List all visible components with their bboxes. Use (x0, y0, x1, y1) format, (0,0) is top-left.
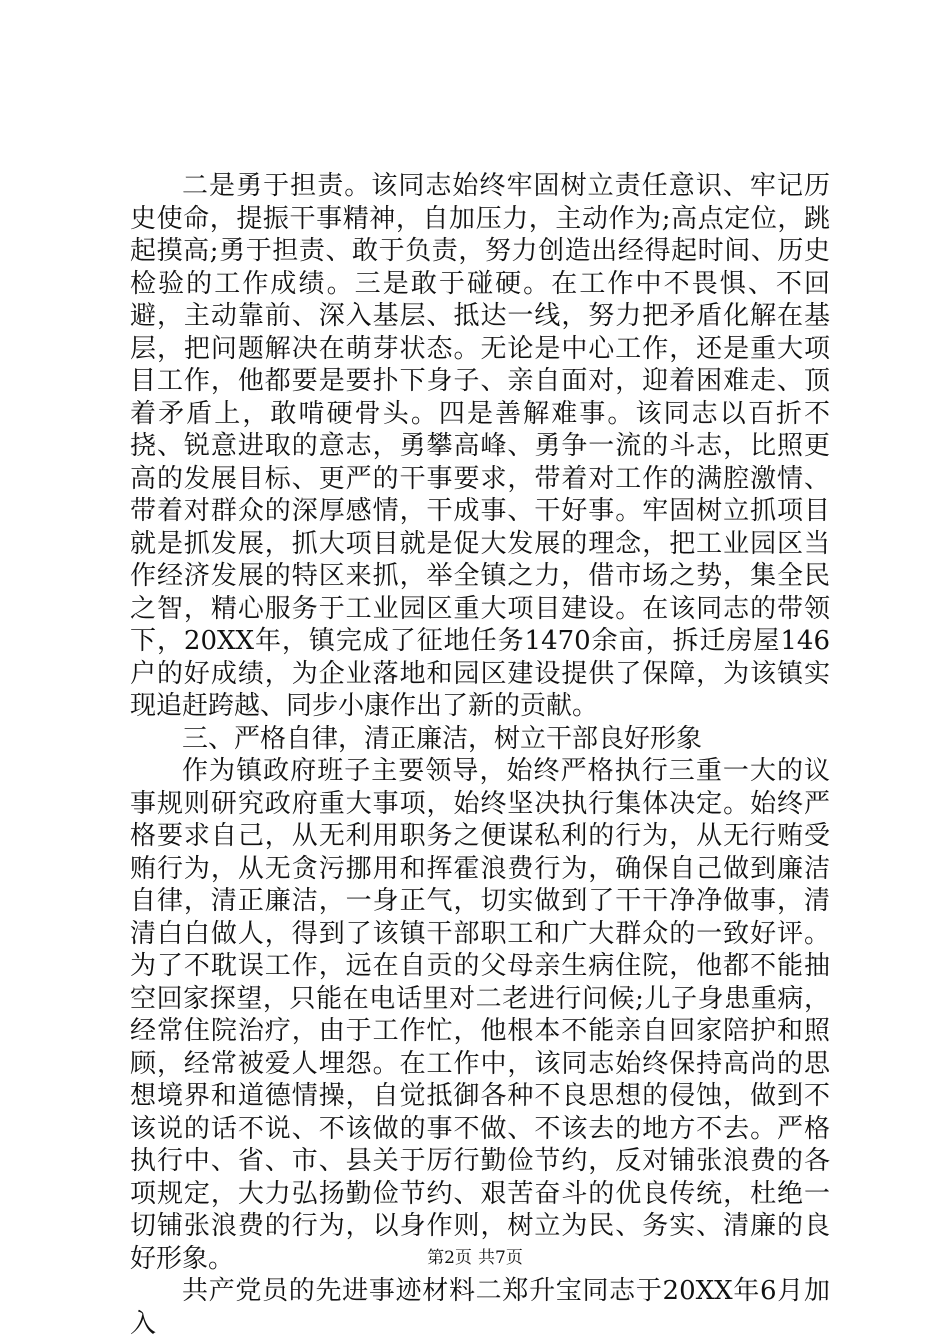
paragraph-responsibility: 二是勇于担责。该同志始终牢固树立责任意识、牢记历史使命，提振干事精神，自加压力，主动作为;高点定位，跳起摸高;勇于担责、敢于负责，努力创造出经得起时间、历史检验的工作成绩。三是敢于碰硬。在工作中不畏惧、不回避，主动靠前、深入基层、抵达一线，努力把矛盾化解在基层，把问题解决在萌芽状态。无论是中心工作，还是重大项目工作，他都要是要扑下身子、亲自面对，迎着困难走、顶着矛盾上，敢啃硬骨头。四是善解难事。该同志以百折不挠、锐意进取的意志，勇攀高峰、勇争一流的斗志，比照更高的发展目标、更严的干事要求，带着对工作的满腔激情、带着对群众的深厚感情，干成事、干好事。牢固树立抓项目就是抓发展，抓大项目就是促大发展的理念，把工业园区当作经济发展的特区来抓，举全镇之力，借市场之势，集全民之智，精心服务于工业园区重大项目建设。在该同志的带领下，20XX年，镇完成了征地任务1470余亩，拆迁房屋146户的好成绩，为企业落地和园区建设提供了保障，为该镇实现追赶跨越、同步小康作出了新的贡献。 (130, 171, 830, 721)
paragraph-integrity: 作为镇政府班子主要领导，始终严格执行三重一大的议事规则研究政府重大事项，始终坚决执行集体决定。始终严格要求自己，从无利用职务之便谋私利的行为，从无行贿受贿行为，从无贪污挪用和挥霍浪费行为，确保自己做到廉洁自律，清正廉洁，一身正气，切实做到了干干净净做事，清清白白做人，得到了该镇干部职工和广大群众的一致好评。为了不耽误工作，远在自贡的父母亲生病住院，他都不能抽空回家探望，只能在电话里对二老进行问候;儿子身患重病，经常住院治疗，由于工作忙，他根本不能亲自回家陪护和照顾，经常被爱人埋怨。在工作中，该同志始终保持高尚的思想境界和道德情操，自觉抵御各种不良思想的侵蚀，做到不该说的话不说、不该做的事不做、不该去的地方不去。严格执行中、省、市、县关于厉行勤俭节约，反对铺张浪费的各项规定，大力弘扬勤俭节约、艰苦奋斗的优良传统，杜绝一切铺张浪费的行为，以身作则，树立为民、务实、清廉的良好形象。 (130, 756, 830, 1274)
page-number-current: 第2页 (427, 1248, 472, 1268)
page-footer (0, 1246, 950, 1270)
page-number-total: 共7页 (478, 1248, 523, 1268)
document-body (130, 170, 830, 1340)
paragraph-second-material-intro: 共产党员的先进事迹材料二郑升宝同志于20XX年6月加入 (130, 1276, 830, 1339)
section-heading-self-discipline: 三、严格自律，清正廉洁，树立干部良好形象 (182, 723, 703, 754)
